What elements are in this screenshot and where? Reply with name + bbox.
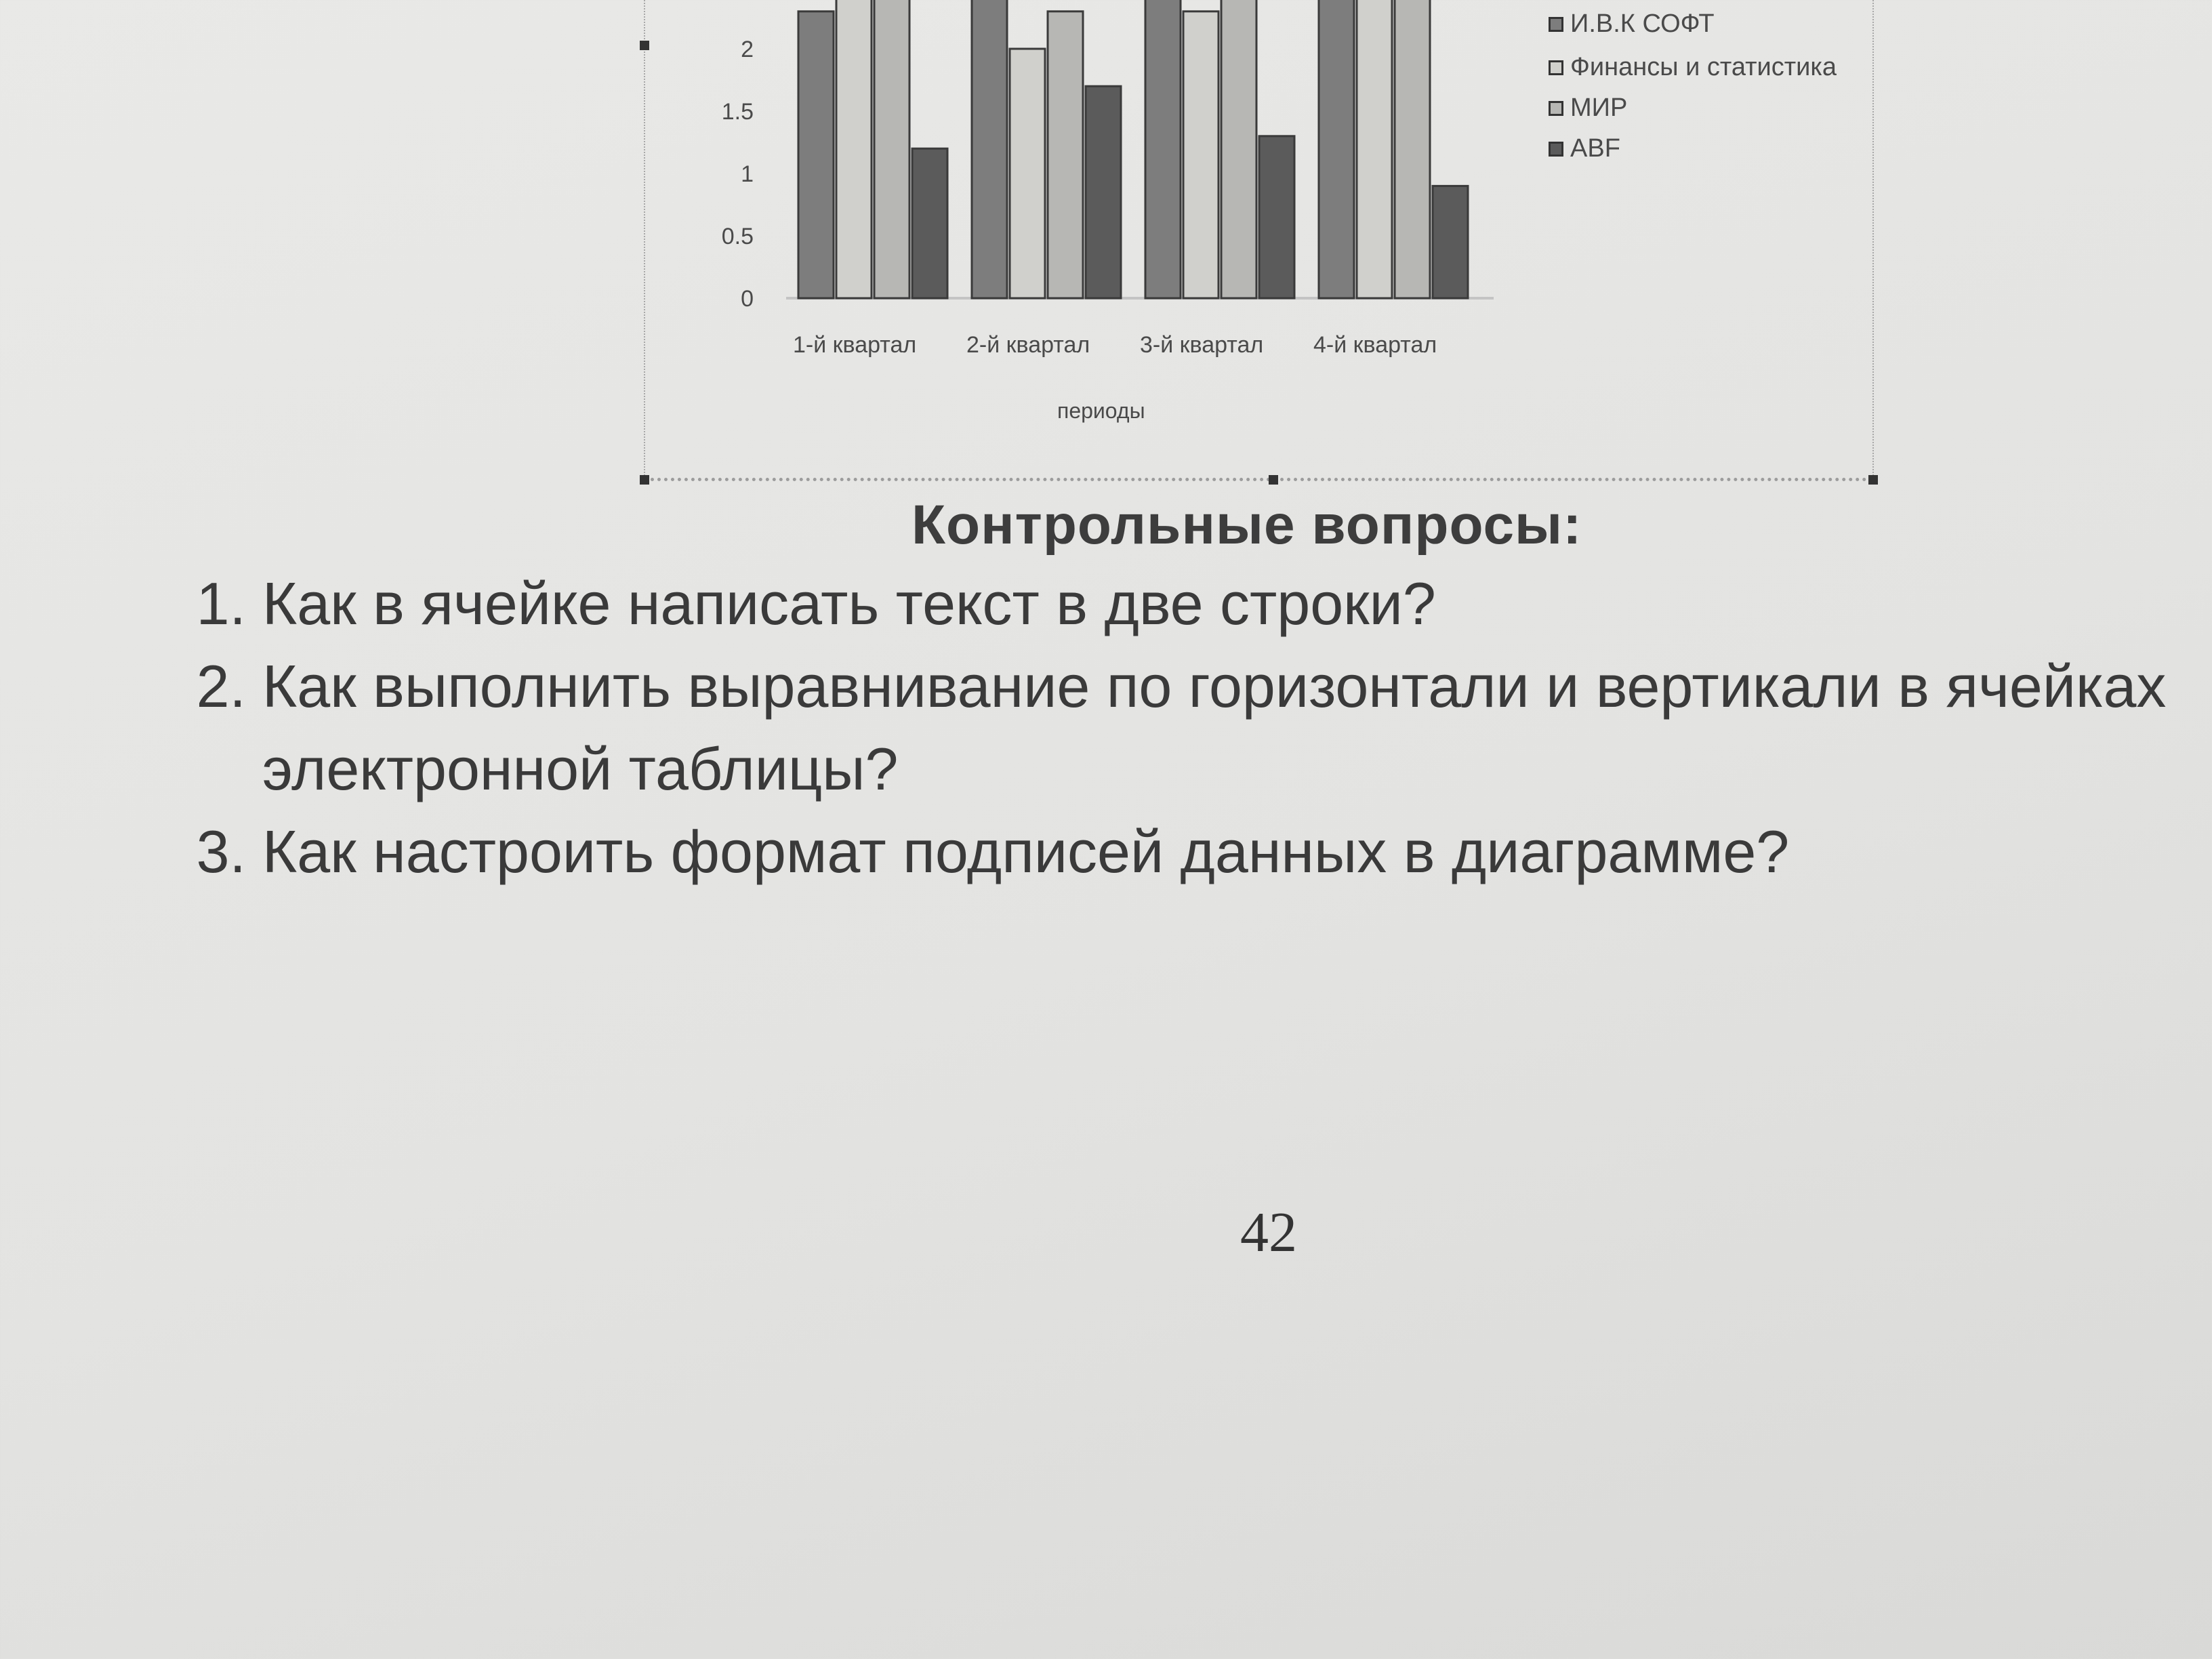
bar-1-3 (1145, 0, 1181, 298)
legend-swatch (1549, 60, 1563, 75)
bar-4-2 (1086, 86, 1121, 298)
question-item (173, 645, 2212, 811)
legend-label: Финансы и статистика (1570, 53, 1837, 81)
question-number: 3. (196, 818, 246, 885)
questions-list (173, 562, 2212, 893)
x-tick-label: 4-й квартал (1313, 332, 1437, 358)
bar-1-4 (1319, 0, 1354, 298)
bar-1-2 (972, 0, 1007, 298)
x-axis-title: периоды (1057, 398, 1145, 423)
bar-3-4 (1395, 0, 1430, 298)
legend-label: ABF (1570, 134, 1620, 163)
legend-item (1549, 9, 1715, 39)
legend-item (1549, 94, 1627, 123)
bar-2-4 (1357, 0, 1392, 298)
x-tick-label: 2-й квартал (966, 332, 1090, 358)
bar-2-2 (1010, 49, 1045, 298)
question-number: 2. (196, 653, 246, 720)
y-tick-label: 2 (741, 37, 754, 62)
y-tick-label: 0.5 (721, 224, 754, 249)
x-tick-label: 3-й квартал (1140, 332, 1264, 358)
legend-item (1549, 53, 1837, 82)
question-item (173, 562, 2212, 645)
y-axis-ticks (722, 37, 754, 312)
x-tick-label: 1-й квартал (793, 332, 917, 358)
bar-4-1 (912, 148, 947, 298)
question-text: Как в ячейке написать текст в две строки? (262, 570, 1436, 637)
legend-swatch (1549, 142, 1563, 157)
bar-4-4 (1433, 186, 1468, 298)
bar-3-3 (1221, 0, 1256, 298)
x-axis-ticks (793, 332, 1437, 358)
bar-1-1 (798, 12, 834, 298)
bar-2-1 (836, 0, 872, 298)
page-number: 42 (1240, 1201, 1297, 1264)
y-tick-label: 1 (741, 161, 754, 187)
bar-4-3 (1259, 136, 1294, 298)
legend-label: И.В.К СОФТ (1570, 9, 1715, 38)
y-tick-label: 0 (741, 286, 754, 312)
chart-bars (786, 0, 1494, 298)
legend-label: МИР (1570, 94, 1628, 122)
question-number: 1. (196, 570, 246, 637)
legend-swatch (1549, 17, 1563, 32)
bar-2-3 (1183, 12, 1218, 298)
question-text: Как выполнить выравнивание по горизонтали и вертикали в ячейках электронной таблицы? (262, 653, 2167, 802)
bar-3-2 (1048, 12, 1083, 298)
question-text: Как настроить формат подписей данных в диаграмме? (262, 818, 1790, 885)
legend-swatch (1549, 101, 1563, 116)
bar-3-1 (874, 0, 909, 298)
questions-heading: Контрольные вопросы: (912, 494, 1582, 556)
question-item (173, 811, 2212, 893)
legend-item (1549, 134, 1620, 163)
y-tick-label: 1.5 (721, 99, 754, 125)
